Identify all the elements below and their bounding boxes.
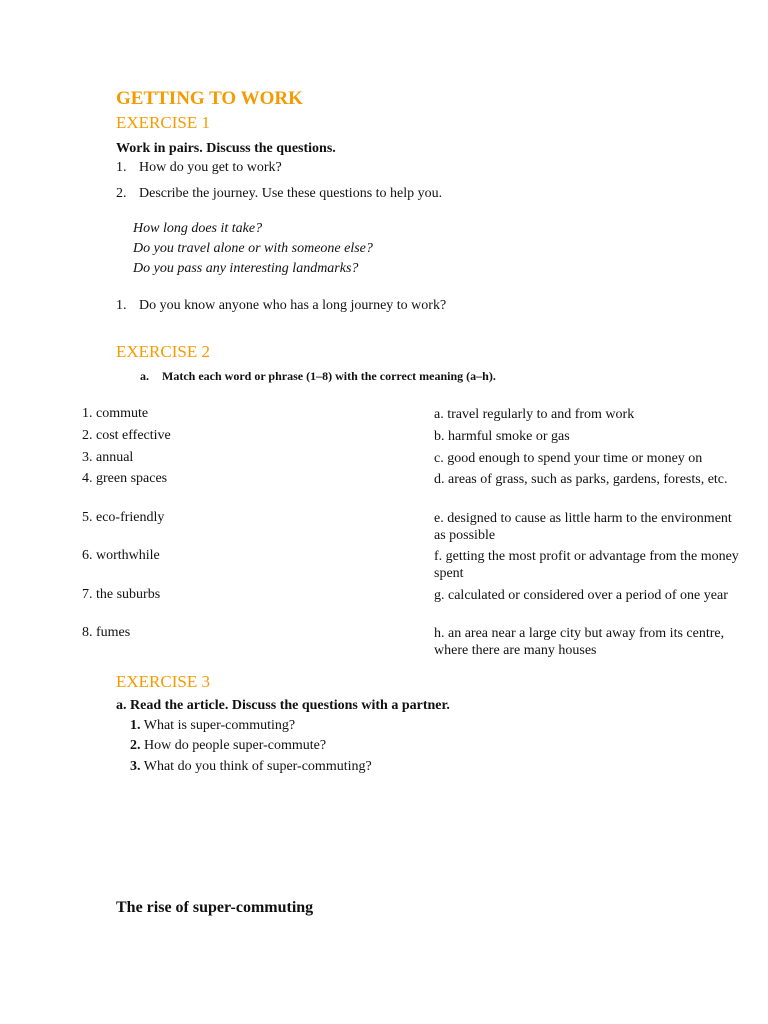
exercise-1-heading: EXERCISE 1 [116, 113, 210, 132]
exercise-1-question [116, 160, 282, 176]
vocab-word: 8. fumes [82, 625, 131, 640]
vocab-meaning: a. travel regularly to and from work [434, 407, 635, 422]
exercise-1-instruction: Work in pairs. Discuss the questions. [116, 141, 336, 156]
sub-question: Do you travel alone or with someone else? [133, 241, 373, 256]
vocab-word: 6. worthwhile [82, 548, 160, 563]
instruction-text: Match each word or phrase (1–8) with the correct meaning (a–h). [162, 369, 496, 383]
exercise-2-heading: EXERCISE 2 [116, 342, 210, 361]
exercise-3-question [130, 738, 326, 754]
instruction-marker: a. [140, 369, 149, 383]
page-title: GETTING TO WORK [116, 88, 303, 109]
vocab-word: 5. eco-friendly [82, 510, 165, 525]
article-title: The rise of super-commuting [116, 899, 314, 916]
question-text: How do people super-commute? [144, 738, 327, 753]
exercise-2-instruction [140, 369, 496, 384]
vocab-word: 2. cost effective [82, 428, 171, 443]
vocab-word: 7. the suburbs [82, 587, 161, 602]
vocab-word: 4. green spaces [82, 471, 168, 486]
sub-question: Do you pass any interesting landmarks? [133, 261, 359, 276]
vocab-meaning: b. harmful smoke or gas [434, 429, 570, 444]
vocab-meaning: g. calculated or considered over a period of one year [434, 588, 728, 603]
exercise-3-instruction: a. Read the article. Discuss the questions with a partner. [116, 698, 450, 713]
question-number: 1. [130, 718, 141, 733]
vocab-word: 3. annual [82, 450, 134, 465]
question-text: Describe the journey. Use these questions to help you. [139, 186, 443, 201]
vocab-word: 1. commute [82, 406, 149, 421]
question-number: 3. [130, 759, 141, 774]
question-number: 2. [130, 738, 141, 753]
question-text: Do you know anyone who has a long journey to work? [139, 298, 447, 313]
question-number: 1. [116, 160, 127, 175]
question-text: What do you think of super-commuting? [143, 759, 372, 774]
exercise-3-question [130, 718, 295, 734]
exercise-1-question [116, 186, 442, 202]
exercise-1-last-question [116, 298, 446, 314]
sub-question: How long does it take? [133, 221, 263, 236]
vocab-meaning: f. getting the most profit or advantage from the money spent [434, 549, 739, 581]
vocab-meaning: d. areas of grass, such as parks, gardens, forests, etc. [434, 472, 728, 487]
exercise-3-question [130, 759, 372, 775]
question-text: What is super-commuting? [143, 718, 296, 733]
vocab-meaning: c. good enough to spend your time or money on [434, 451, 703, 466]
question-number: 1. [116, 298, 127, 313]
question-text: How do you get to work? [139, 160, 282, 175]
exercise-3-heading: EXERCISE 3 [116, 672, 210, 691]
vocab-meaning: h. an area near a large city but away from its centre, where there are many houses [434, 626, 725, 658]
question-number: 2. [116, 186, 127, 201]
vocab-meaning: e. designed to cause as little harm to the environment as possible [434, 511, 732, 543]
